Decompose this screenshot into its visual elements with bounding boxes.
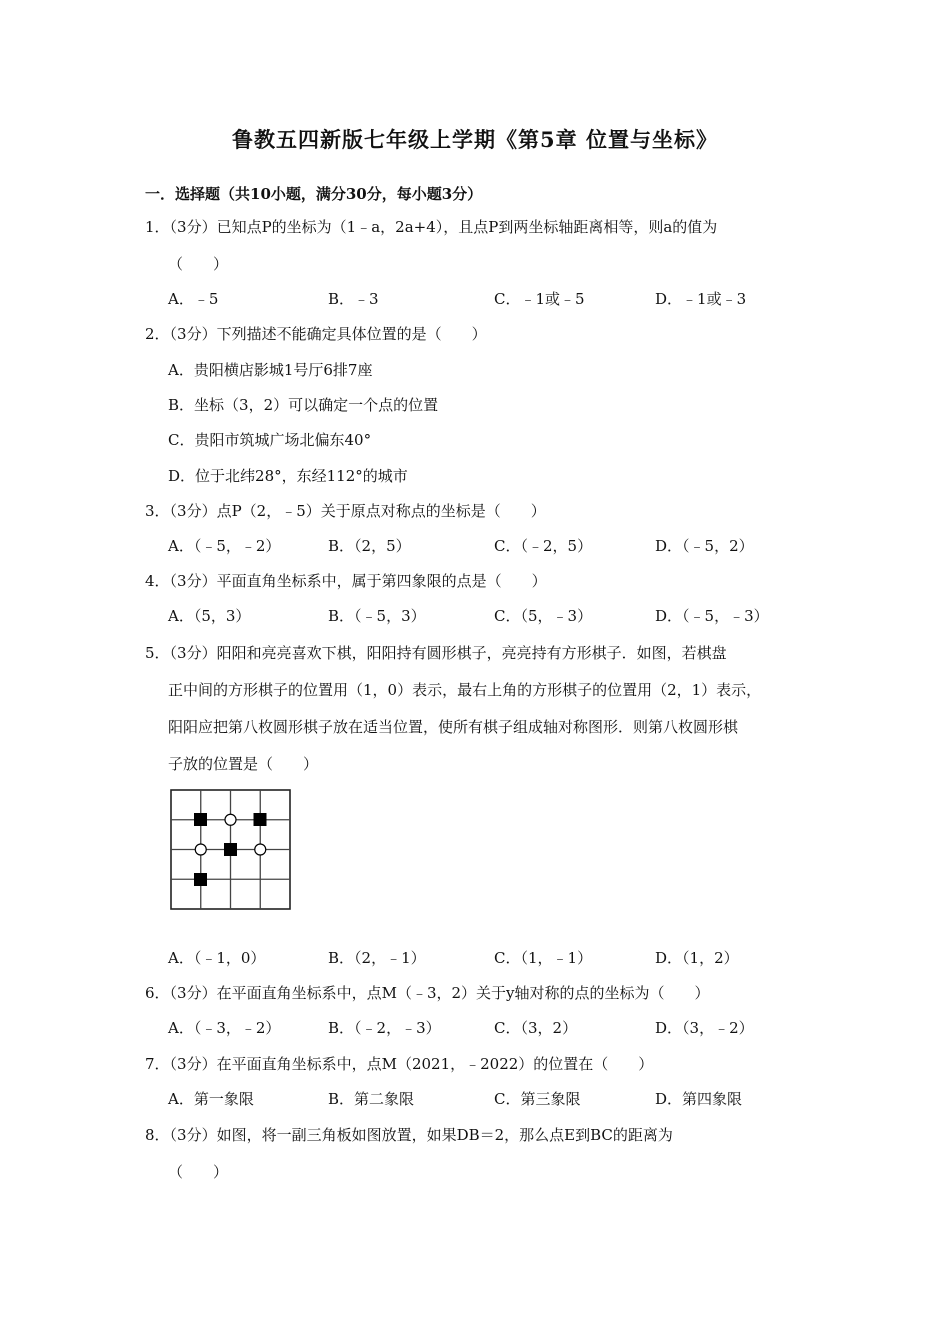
q1-option-a: A．﹣5 (168, 290, 219, 308)
page-title: 鲁教五四新版七年级上学期《第5章 位置与坐标》 (232, 127, 718, 152)
round-piece (195, 844, 206, 855)
q4-option-d: D．（﹣5，﹣3） (655, 607, 769, 625)
q4-option-b: B．（﹣5，3） (328, 607, 426, 625)
question-5: 5．（3分）阳阳和亮亮喜欢下棋，阳阳持有圆形棋子，亮亮持有方形棋子．如图，若棋盘 (145, 644, 727, 662)
question-3: 3．（3分）点P（2，﹣5）关于原点对称点的坐标是（ ） (145, 502, 546, 520)
q3-option-c: C．（﹣2，5） (494, 537, 593, 555)
q7-option-b: B．第二象限 (328, 1090, 415, 1108)
section-heading: 一．选择题（共10小题，满分30分，每小题3分） (145, 185, 483, 203)
q1-option-b: B．﹣3 (328, 290, 379, 308)
square-piece (224, 843, 237, 856)
q7-option-a: A．第一象限 (168, 1090, 254, 1108)
question-8-blank: （ ） (168, 1163, 229, 1181)
question-6: 6．（3分）在平面直角坐标系中，点M（﹣3，2）关于y轴对称的点的坐标为（ ） (145, 984, 710, 1002)
question-5-line-3: 阳阳应把第八枚圆形棋子放在适当位置，使所有棋子组成轴对称图形．则第八枚圆形棋 (168, 718, 739, 736)
q2-option-c: C．贵阳市筑城广场北偏东40° (168, 431, 372, 449)
q6-option-c: C．（3，2） (494, 1019, 578, 1037)
question-5-line-4: 子放的位置是（ ） (168, 755, 319, 773)
q3-option-d: D．（﹣5，2） (655, 537, 754, 555)
q3-option-b: B．（2，5） (328, 537, 411, 555)
q2-option-a: A．贵阳横店影城1号厅6排7座 (168, 361, 373, 379)
q1-option-d: D．﹣1或﹣3 (655, 290, 747, 308)
q5-option-d: D．（1，2） (655, 949, 739, 967)
q5-option-c: C．（1，﹣1） (494, 949, 593, 967)
q4-option-c: C．（5，﹣3） (494, 607, 593, 625)
square-piece (194, 813, 207, 826)
q6-option-b: B．（﹣2，﹣3） (328, 1019, 441, 1037)
round-piece (255, 844, 266, 855)
q7-option-d: D．第四象限 (655, 1090, 743, 1108)
q6-option-a: A．（﹣3，﹣2） (168, 1019, 281, 1037)
q7-option-c: C．第三象限 (494, 1090, 581, 1108)
question-2: 2．（3分）下列描述不能确定具体位置的是（ ） (145, 325, 487, 343)
chessboard-figure (170, 789, 292, 911)
q5-option-b: B．（2，﹣1） (328, 949, 426, 967)
q5-option-a: A．（﹣1，0） (168, 949, 266, 967)
square-piece (254, 813, 267, 826)
q2-option-b: B．坐标（3，2）可以确定一个点的位置 (168, 396, 439, 414)
q1-option-c: C．﹣1或﹣5 (494, 290, 585, 308)
q2-option-d: D．位于北纬28°，东经112°的城市 (168, 467, 408, 485)
square-piece (194, 873, 207, 886)
q3-option-a: A．（﹣5，﹣2） (168, 537, 281, 555)
question-5-line-2: 正中间的方形棋子的位置用（1，0）表示，最右上角的方形棋子的位置用（2，1）表示， (168, 681, 762, 699)
question-1-blank: （ ） (168, 255, 229, 273)
question-8: 8．（3分）如图，将一副三角板如图放置，如果DB＝2，那么点E到BC的距离为 (145, 1126, 673, 1144)
q6-option-d: D．（3，﹣2） (655, 1019, 754, 1037)
round-piece (225, 814, 236, 825)
question-4: 4．（3分）平面直角坐标系中，属于第四象限的点是（ ） (145, 572, 547, 590)
question-7: 7．（3分）在平面直角坐标系中，点M（2021，﹣2022）的位置在（ ） (145, 1055, 654, 1073)
question-1: 1．（3分）已知点P的坐标为（1﹣a，2a+4），且点P到两坐标轴距离相等，则a的值为 (145, 218, 718, 236)
q4-option-a: A．（5，3） (168, 607, 251, 625)
